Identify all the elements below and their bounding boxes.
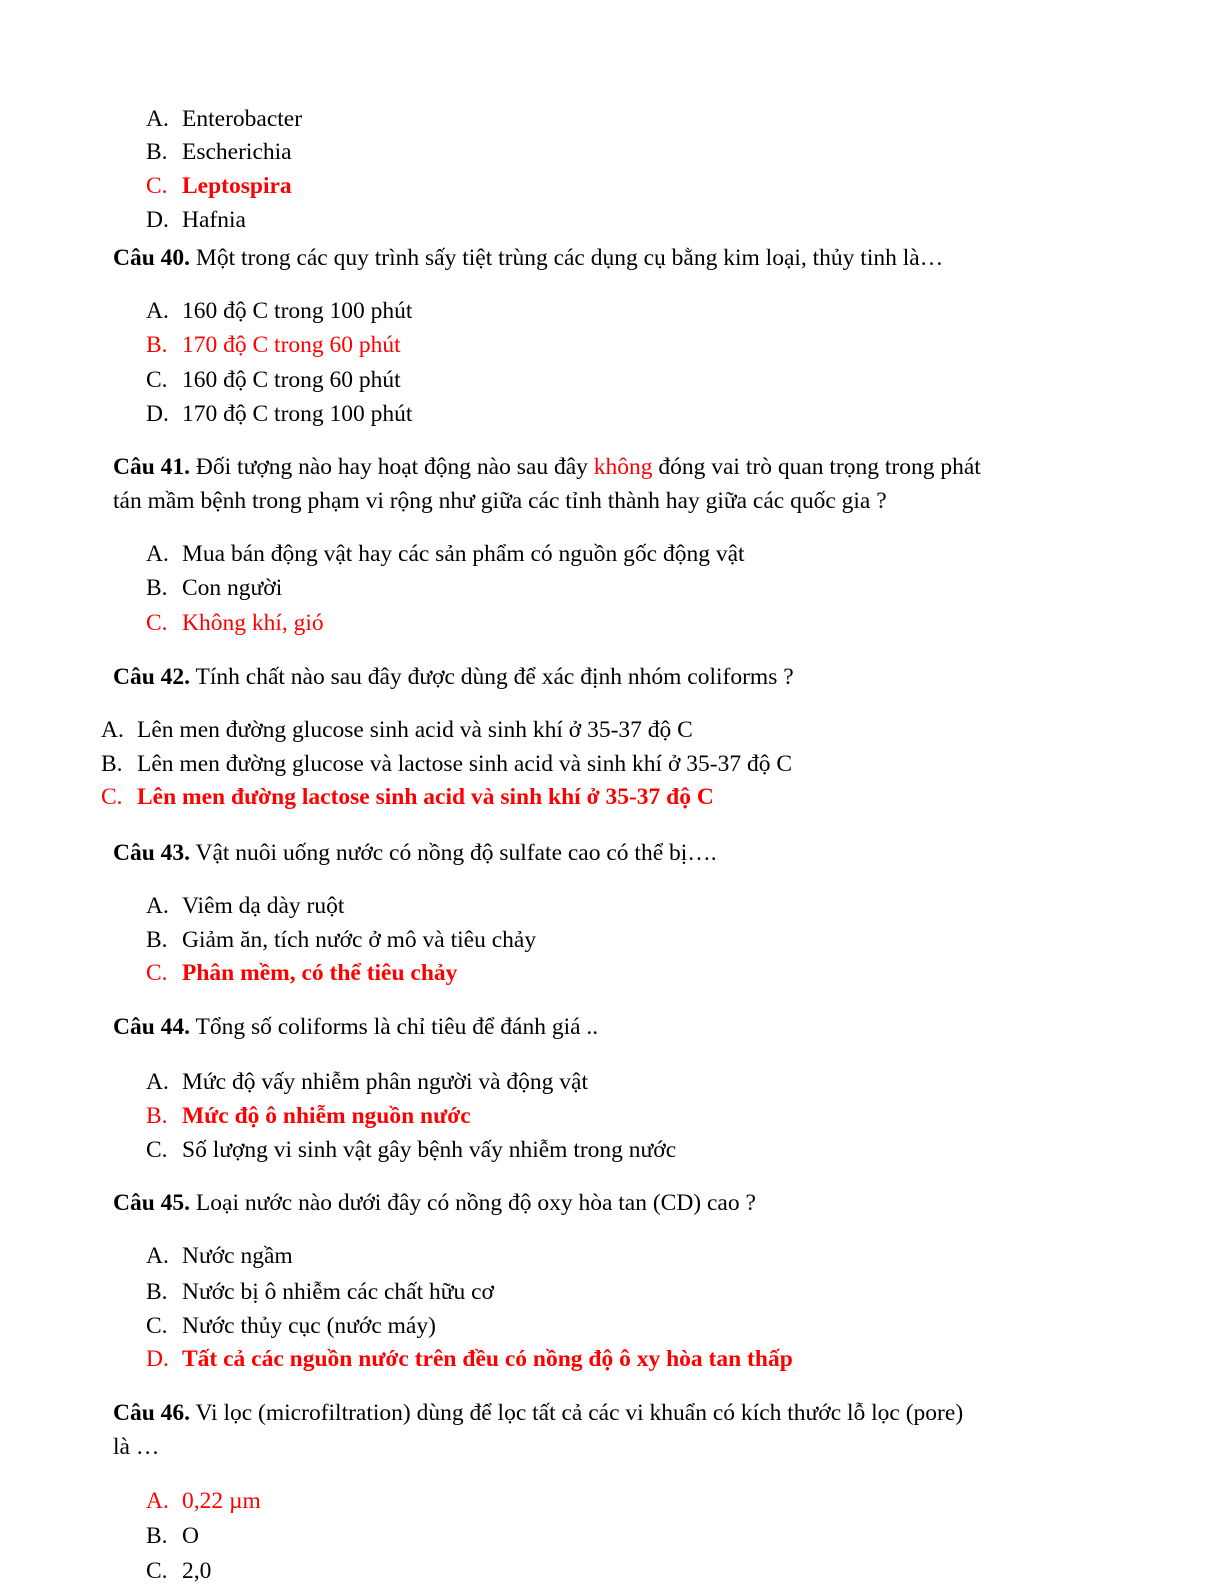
question-text: là … bbox=[113, 1434, 160, 1460]
option-a bbox=[146, 296, 412, 326]
option-letter: D. bbox=[146, 207, 169, 233]
option-d bbox=[146, 205, 246, 235]
question-number: Câu 46. bbox=[113, 1400, 191, 1426]
question-text: Vi lọc (microfiltration) dùng để lọc tất cả các vi khuẩn có kích thước lỗ lọc (pore) bbox=[195, 1400, 964, 1426]
option-letter: B. bbox=[146, 1523, 168, 1549]
option-letter: B. bbox=[146, 1279, 168, 1305]
option-text: Leptospira bbox=[182, 173, 292, 199]
option-letter: A. bbox=[146, 298, 169, 324]
option-text: O bbox=[182, 1523, 199, 1549]
option-letter: C. bbox=[146, 1558, 168, 1584]
question-46 bbox=[113, 1398, 963, 1428]
question-46-line2 bbox=[113, 1432, 159, 1462]
question-number: Câu 45. bbox=[113, 1190, 191, 1216]
option-letter: A. bbox=[146, 1488, 169, 1514]
option-text: Escherichia bbox=[182, 139, 292, 165]
option-letter: A. bbox=[146, 1069, 169, 1095]
option-letter: C. bbox=[101, 784, 123, 810]
option-text: Mức độ ô nhiễm nguồn nước bbox=[182, 1103, 471, 1129]
question-text-highlight: không bbox=[593, 454, 653, 480]
option-a bbox=[146, 1241, 293, 1271]
option-letter: A. bbox=[146, 106, 169, 132]
question-text: đóng vai trò quan trọng trong phát bbox=[658, 454, 981, 480]
option-c bbox=[146, 1311, 436, 1341]
option-letter: D. bbox=[146, 1346, 169, 1372]
question-40 bbox=[113, 243, 943, 273]
option-c-correct bbox=[146, 608, 324, 638]
question-43 bbox=[113, 838, 717, 868]
option-letter: B. bbox=[146, 575, 168, 601]
option-b bbox=[146, 137, 292, 167]
question-text: Một trong các quy trình sấy tiệt trùng các dụng cụ bằng kim loại, thủy tinh là… bbox=[195, 245, 944, 271]
option-text: Lên men đường lactose sinh acid và sinh khí ở 35-37 độ C bbox=[137, 784, 714, 810]
option-text: Phân mềm, có thể tiêu chảy bbox=[182, 960, 458, 986]
option-b bbox=[146, 573, 282, 603]
option-letter: C. bbox=[146, 367, 168, 393]
option-text: Enterobacter bbox=[182, 106, 303, 132]
option-text: Hafnia bbox=[182, 207, 246, 233]
option-d-correct bbox=[146, 1344, 793, 1374]
question-41 bbox=[113, 452, 981, 482]
option-letter: B. bbox=[146, 139, 168, 165]
option-letter: D. bbox=[146, 401, 169, 427]
question-number: Câu 44. bbox=[113, 1014, 191, 1040]
option-a bbox=[146, 1067, 588, 1097]
option-text: 160 độ C trong 60 phút bbox=[182, 367, 401, 393]
question-45 bbox=[113, 1188, 756, 1218]
question-text: Tính chất nào sau đây được dùng để xác định nhóm coliforms ? bbox=[195, 664, 794, 690]
option-text: Mức độ vấy nhiễm phân người và động vật bbox=[182, 1069, 588, 1095]
option-text: 160 độ C trong 100 phút bbox=[182, 298, 413, 324]
option-b-correct bbox=[146, 330, 401, 360]
option-text: Nước ngầm bbox=[182, 1243, 293, 1269]
option-text: 170 độ C trong 60 phút bbox=[182, 332, 401, 358]
option-letter: C. bbox=[146, 960, 168, 986]
option-text: 0,22 µm bbox=[182, 1488, 261, 1514]
option-b bbox=[146, 1277, 494, 1307]
option-b bbox=[146, 925, 536, 955]
option-text: Lên men đường glucose sinh acid và sinh khí ở 35-37 độ C bbox=[137, 717, 693, 743]
option-letter: A. bbox=[146, 893, 169, 919]
option-b bbox=[101, 749, 792, 779]
question-text: Tổng số coliforms là chỉ tiêu để đánh giá .. bbox=[195, 1014, 599, 1040]
option-c bbox=[146, 1556, 211, 1586]
option-text: Lên men đường glucose và lactose sinh acid và sinh khí ở 35-37 độ C bbox=[137, 751, 792, 777]
option-a bbox=[146, 104, 302, 134]
option-text: Nước thủy cục (nước máy) bbox=[182, 1313, 436, 1339]
option-c-correct bbox=[101, 782, 714, 812]
question-text: Đối tượng nào hay hoạt động nào sau đây bbox=[195, 454, 588, 480]
question-41-line2 bbox=[113, 486, 887, 516]
option-a bbox=[101, 715, 693, 745]
option-letter: B. bbox=[146, 1103, 168, 1129]
option-text: Con người bbox=[182, 575, 283, 601]
option-letter: A. bbox=[101, 717, 124, 743]
option-letter: A. bbox=[146, 541, 169, 567]
option-b-correct bbox=[146, 1101, 471, 1131]
question-number: Câu 42. bbox=[113, 664, 191, 690]
option-text: Nước bị ô nhiễm các chất hữu cơ bbox=[182, 1279, 494, 1305]
option-c bbox=[146, 1135, 676, 1165]
option-text: Tất cả các nguồn nước trên đều có nồng độ ô xy hòa tan thấp bbox=[182, 1346, 793, 1372]
question-number: Câu 41. bbox=[113, 454, 191, 480]
question-44 bbox=[113, 1012, 598, 1042]
question-text: tán mầm bệnh trong phạm vi rộng như giữa các tỉnh thành hay giữa các quốc gia ? bbox=[113, 488, 887, 514]
question-42 bbox=[113, 662, 794, 692]
option-a bbox=[146, 891, 344, 921]
option-a-correct bbox=[146, 1486, 261, 1516]
option-text: Viêm dạ dày ruột bbox=[182, 893, 345, 919]
option-text: Không khí, gió bbox=[182, 610, 324, 636]
question-text: Loại nước nào dưới đây có nồng độ oxy hòa tan (CD) cao ? bbox=[195, 1190, 756, 1216]
option-d bbox=[146, 399, 412, 429]
question-number: Câu 40. bbox=[113, 245, 191, 271]
option-letter: C. bbox=[146, 1313, 168, 1339]
option-letter: C. bbox=[146, 173, 168, 199]
option-letter: A. bbox=[146, 1243, 169, 1269]
option-c-correct bbox=[146, 171, 292, 201]
option-text: Số lượng vi sinh vật gây bệnh vấy nhiễm trong nước bbox=[182, 1137, 677, 1163]
option-text: Mua bán động vật hay các sản phẩm có nguồn gốc động vật bbox=[182, 541, 745, 567]
option-text: 170 độ C trong 100 phút bbox=[182, 401, 413, 427]
option-text: 2,0 bbox=[182, 1558, 212, 1584]
question-text: Vật nuôi uống nước có nồng độ sulfate cao có thể bị…. bbox=[195, 840, 717, 866]
option-letter: C. bbox=[146, 1137, 168, 1163]
option-a bbox=[146, 539, 745, 569]
option-c-correct bbox=[146, 958, 457, 988]
option-letter: B. bbox=[146, 332, 168, 358]
question-number: Câu 43. bbox=[113, 840, 191, 866]
option-text: Giảm ăn, tích nước ở mô và tiêu chảy bbox=[182, 927, 537, 953]
option-c bbox=[146, 365, 401, 395]
option-letter: B. bbox=[146, 927, 168, 953]
option-letter: B. bbox=[101, 751, 123, 777]
option-letter: C. bbox=[146, 610, 168, 636]
option-b bbox=[146, 1521, 199, 1551]
